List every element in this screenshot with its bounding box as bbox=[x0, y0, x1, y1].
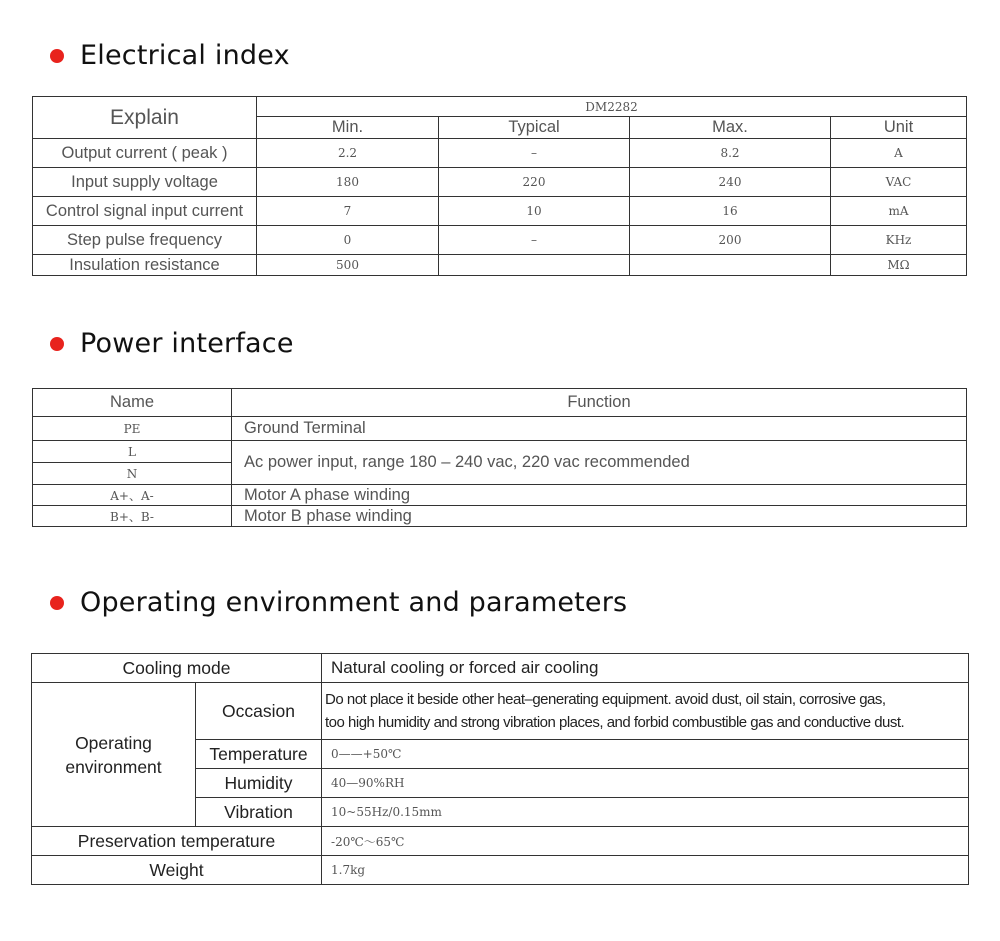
table-row bbox=[33, 485, 967, 506]
section-title-electrical bbox=[50, 40, 290, 71]
row-label: Step pulse frequency bbox=[33, 226, 257, 255]
row-label: Control signal input current bbox=[33, 197, 257, 226]
preservation-temperature-label: Preservation temperature bbox=[32, 827, 322, 856]
operating-environment-table bbox=[31, 653, 969, 885]
preservation-temperature-value: -20℃～65℃ bbox=[322, 827, 969, 856]
terminal-name: PE bbox=[33, 417, 232, 441]
header-min: Min. bbox=[257, 117, 439, 139]
table-row bbox=[33, 226, 967, 255]
terminal-name: L bbox=[33, 441, 232, 463]
table-row bbox=[32, 827, 969, 856]
table-row bbox=[33, 506, 967, 527]
occasion-line-2: too high humidity and strong vibration places, and forbid combustible gas and conductive dust. bbox=[325, 714, 905, 731]
cell-unit: A bbox=[831, 139, 967, 168]
cooling-mode-value: Natural cooling or forced air cooling bbox=[322, 654, 969, 683]
cell-unit: VAC bbox=[831, 168, 967, 197]
terminal-name: A+、A- bbox=[33, 485, 232, 506]
cell-unit: MΩ bbox=[831, 255, 967, 276]
cell-typical bbox=[439, 255, 630, 276]
cooling-mode-label: Cooling mode bbox=[32, 654, 322, 683]
cell-min: 7 bbox=[257, 197, 439, 226]
bullet-dot-icon bbox=[50, 596, 64, 610]
table-row bbox=[33, 441, 967, 463]
vibration-value: 10~55Hz/0.15mm bbox=[322, 798, 969, 827]
operating-label-line2: environment bbox=[65, 756, 162, 777]
table-row bbox=[33, 168, 967, 197]
terminal-function: Ac power input, range 180 – 240 vac, 220 vac recommended bbox=[232, 441, 967, 485]
section-title-text: Power interface bbox=[80, 328, 294, 359]
row-label: Input supply voltage bbox=[33, 168, 257, 197]
temperature-value: 0——+50℃ bbox=[322, 740, 969, 769]
cell-min: 2.2 bbox=[257, 139, 439, 168]
table-row bbox=[33, 139, 967, 168]
section-title-text: Operating environment and parameters bbox=[80, 587, 628, 618]
section-title-power bbox=[50, 328, 294, 359]
terminal-function: Motor B phase winding bbox=[232, 506, 967, 527]
occasion-line-1: Do not place it beside other heat–generating equipment. avoid dust, oil stain, corrosive gas, bbox=[325, 691, 886, 708]
row-label: Output current ( peak ) bbox=[33, 139, 257, 168]
terminal-name: N bbox=[33, 463, 232, 485]
cell-typical: – bbox=[439, 139, 630, 168]
cell-typical: 10 bbox=[439, 197, 630, 226]
weight-value: 1.7kg bbox=[322, 856, 969, 885]
cell-min: 0 bbox=[257, 226, 439, 255]
cell-typical: 220 bbox=[439, 168, 630, 197]
table-row bbox=[33, 197, 967, 226]
operating-environment-label bbox=[32, 683, 196, 827]
terminal-function: Motor A phase winding bbox=[232, 485, 967, 506]
header-max: Max. bbox=[630, 117, 831, 139]
table-row bbox=[32, 856, 969, 885]
table-row bbox=[32, 683, 969, 740]
cell-min: 500 bbox=[257, 255, 439, 276]
humidity-label: Humidity bbox=[196, 769, 322, 798]
electrical-index-table bbox=[32, 96, 967, 276]
header-model: DM2282 bbox=[257, 97, 967, 117]
cell-min: 180 bbox=[257, 168, 439, 197]
table-row bbox=[33, 417, 967, 441]
temperature-label: Temperature bbox=[196, 740, 322, 769]
terminal-function: Ground Terminal bbox=[232, 417, 967, 441]
cell-max: 16 bbox=[630, 197, 831, 226]
cell-unit: mA bbox=[831, 197, 967, 226]
bullet-dot-icon bbox=[50, 337, 64, 351]
header-typical: Typical bbox=[439, 117, 630, 139]
weight-label: Weight bbox=[32, 856, 322, 885]
terminal-name: B+、B- bbox=[33, 506, 232, 527]
section-title-text: Electrical index bbox=[80, 40, 290, 71]
section-title-environment bbox=[50, 587, 627, 618]
row-label: Insulation resistance bbox=[33, 255, 257, 276]
header-explain: Explain bbox=[33, 97, 257, 139]
cell-max: 8.2 bbox=[630, 139, 831, 168]
cell-unit: KHz bbox=[831, 226, 967, 255]
vibration-label: Vibration bbox=[196, 798, 322, 827]
cell-max bbox=[630, 255, 831, 276]
header-function: Function bbox=[232, 389, 967, 417]
cell-max: 240 bbox=[630, 168, 831, 197]
occasion-label: Occasion bbox=[196, 683, 322, 740]
header-unit: Unit bbox=[831, 117, 967, 139]
operating-label-line1: Operating bbox=[75, 732, 152, 753]
cell-typical: – bbox=[439, 226, 630, 255]
table-row bbox=[32, 654, 969, 683]
power-interface-table bbox=[32, 388, 967, 527]
table-row bbox=[33, 255, 967, 276]
cell-max: 200 bbox=[630, 226, 831, 255]
occasion-value bbox=[322, 683, 969, 740]
header-name: Name bbox=[33, 389, 232, 417]
bullet-dot-icon bbox=[50, 49, 64, 63]
humidity-value: 40—90%RH bbox=[322, 769, 969, 798]
